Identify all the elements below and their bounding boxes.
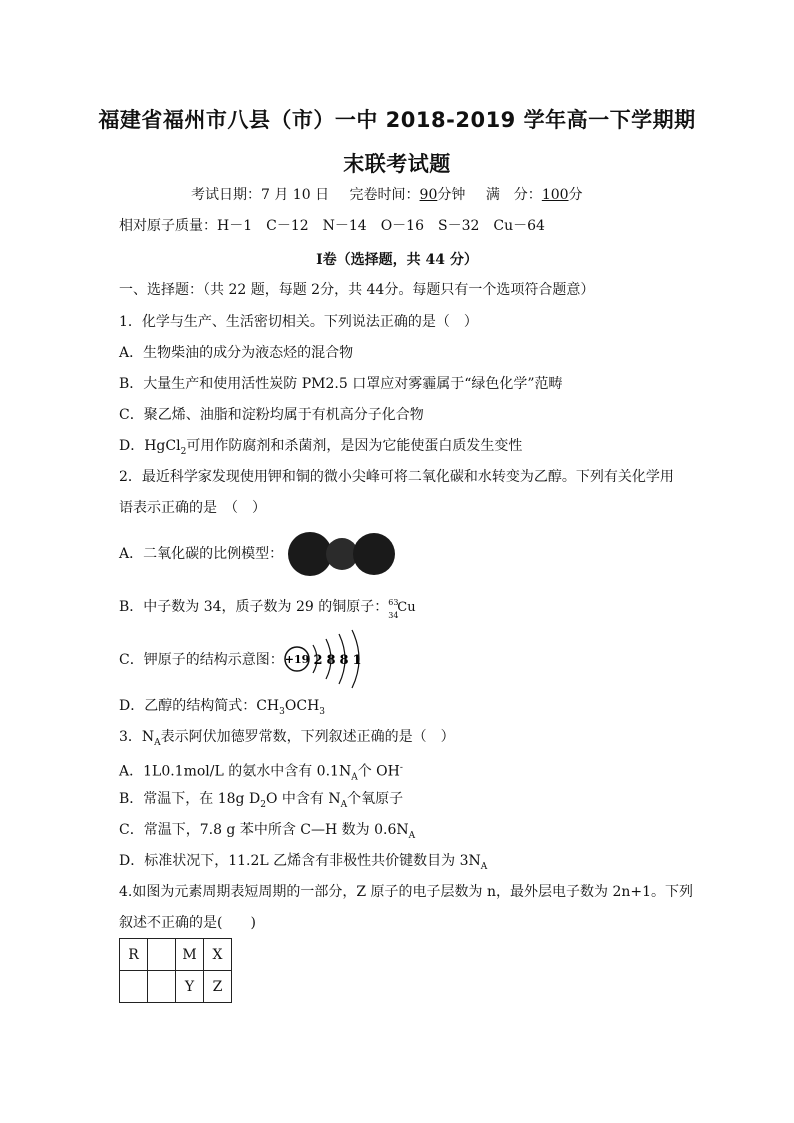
exam-title-line1: 福建省福州市八县（市）一中 2018-2019 学年高一下学期期	[98, 108, 696, 132]
q1-option-d: D．HgCl$_2$可用作防腐剂和杀菌剂，是因为它能使蛋白质发生变性	[119, 438, 523, 457]
q3-option-c: C．常温下，7.8 g 苯中所含 C—H 数为 $0.6N_A$	[119, 822, 416, 841]
duration-value: 90	[419, 187, 438, 203]
table-cell: X	[204, 939, 232, 971]
potassium-atom-structure-diagram	[282, 628, 368, 690]
table-row	[120, 939, 232, 971]
table-row	[120, 971, 232, 1003]
q2-stem-line2: 语表示正确的是 （ ）	[119, 500, 266, 516]
q3-option-d: D．标准状况下，11.2L 乙烯含有非极性共价键数目为 $3N_A$	[119, 853, 488, 872]
exam-title-line2: 末联考试题	[343, 152, 451, 176]
q2-option-c: C．钾原子的结构示意图：	[119, 652, 284, 668]
section-intro: 一、选择题：（共 22 题，每题 2分，共 44分。每题只有一个选项符合题意）	[119, 282, 595, 298]
q3-option-a: A．1L0.1mol/L 的氨水中含有 $0.1N_A$个 OH-	[119, 763, 403, 783]
q1-option-c: C．聚乙烯、油脂和淀粉均属于有机高分子化合物	[119, 407, 424, 423]
svg-text:1: 1	[352, 653, 362, 668]
table-cell	[120, 971, 148, 1003]
table-cell: Z	[204, 971, 232, 1003]
q3-option-b: B．常温下，在 18g $D_2O$ 中含有 $N_A$个氧原子	[119, 791, 404, 810]
q4-stem-line2: 叙述不正确的是( )	[119, 915, 256, 931]
q2-option-d: D．乙醇的结构简式：$CH_3OCH_3$	[119, 698, 326, 717]
q1-option-a: A．生物柴油的成分为液态烃的混合物	[119, 345, 354, 361]
co2-space-filling-model	[284, 530, 398, 578]
atomic-masses: 相对原子质量：H－1 C－12 N－14 O－16 S－32 Cu－64	[119, 218, 545, 234]
q1-stem: 1．化学与生产、生活密切相关。下列说法正确的是（ ）	[119, 314, 478, 330]
q1-option-b: B．大量生产和使用活性炭防 PM2.5 口罩应对雾霾属于“绿色化学”范畴	[119, 376, 563, 392]
svg-text:+19: +19	[284, 653, 310, 666]
periodic-table-fragment	[119, 938, 232, 1003]
q2-option-b: B．中子数为 34，质子数为 29 的铜原子： 63 34 Cu	[119, 598, 418, 616]
table-cell: M	[176, 939, 204, 971]
svg-text:8: 8	[339, 653, 349, 668]
score-value: 100	[541, 187, 569, 203]
q4-stem-line1: 4.如图为元素周期表短周期的一部分，Z 原子的电子层数为 n，最外层电子数为 2n+1。下列	[119, 884, 694, 900]
table-cell: R	[120, 939, 148, 971]
section-title: Ⅰ卷（选择题，共 44 分）	[316, 252, 478, 268]
svg-text:2: 2	[313, 653, 323, 668]
q3-stem: 3．$N_A$表示阿伏加德罗常数，下列叙述正确的是（ ）	[119, 729, 455, 748]
table-cell	[148, 939, 176, 971]
q2-stem-line1: 2．最近科学家发现使用钾和铜的微小尖峰可将二氧化碳和水转变为乙醇。下列有关化学用	[119, 469, 674, 485]
exam-info: 考试日期：7 月 10 日 完卷时间：90分钟 满 分：100分	[191, 187, 583, 203]
svg-text:8: 8	[326, 653, 336, 668]
table-cell: Y	[176, 971, 204, 1003]
q2-option-a: A．二氧化碳的比例模型：	[119, 546, 284, 562]
copper-nuclide-symbol: 63 34 Cu	[388, 598, 416, 620]
table-cell	[148, 971, 176, 1003]
